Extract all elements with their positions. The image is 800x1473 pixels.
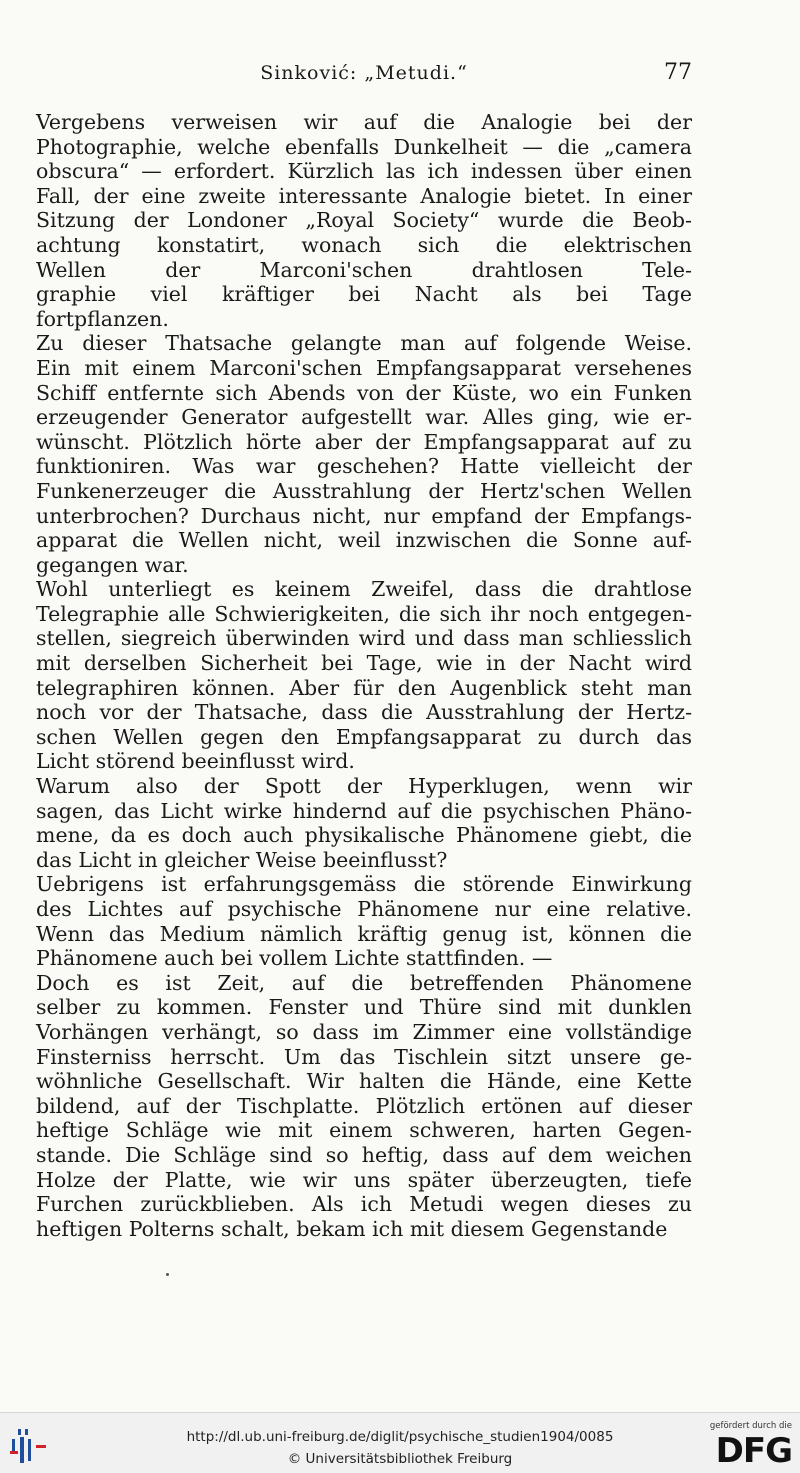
text-line: stellen, siegreich überwinden wird und dass man schliesslich (36, 626, 692, 651)
text-line: Licht störend beeinflusst wird. (36, 749, 355, 774)
text-line: gegangen war. (36, 552, 189, 577)
dfg-tagline: gefördert durch die (709, 1421, 792, 1431)
text-line: Wenn das Medium nämlich kräftig genug ist, können die (36, 921, 692, 946)
text-line: achtung konstatirt, wonach sich die elektrischen (36, 232, 692, 257)
text-line: telegraphiren können. Aber für den Augenblick steht man (36, 675, 692, 700)
text-line: fortpflanzen. (36, 306, 169, 331)
text-line: Uebrigens ist erfahrungsgemäss die störende Einwirkung (36, 872, 692, 897)
text-line: obscura“ — erfordert. Kürzlich las ich indessen über einen (36, 159, 692, 184)
body-text (36, 110, 692, 1241)
text-line: Vorhängen verhängt, so dass im Zimmer eine vollständige (36, 1019, 692, 1044)
text-line: Schiff entfernte sich Abends von der Küste, wo ein Funken (36, 380, 692, 405)
text-line: Wellen der Marconi'schen drahtlosen Tele- (36, 257, 692, 282)
page-url[interactable]: http://dl.ub.uni-freiburg.de/diglit/psychische_studien1904/0085 (186, 1429, 614, 1445)
text-line: noch vor der Thatsache, dass die Ausstrahlung der Hertz- (36, 700, 692, 725)
text-line: Zu dieser Thatsache gelangte man auf folgende Weise. (36, 331, 692, 356)
text-line: des Lichtes auf psychische Phänomene nur eine relative. (36, 897, 692, 921)
text-line: graphie viel kräftiger bei Nacht als bei Tage (36, 282, 692, 307)
text-line: Warum also der Spott der Hyperklugen, wenn wir (36, 774, 692, 799)
text-line: Phänomene auch bei vollem Lichte stattfinden. — (36, 946, 553, 971)
text-line: Telegraphie alle Schwierigkeiten, die sich ihr noch entgegen- (36, 601, 692, 626)
text-line: selber zu kommen. Fenster und Thüre sind mit dunklen (36, 995, 692, 1020)
copyright-notice: © Universitätsbibliothek Freiburg (287, 1451, 513, 1467)
text-line: Vergebens verweisen wir auf die Analogie bei der (36, 110, 692, 134)
text-line: Furchen zurückblieben. Als ich Metudi wegen dieses zu (36, 1192, 692, 1217)
text-line: apparat die Wellen nicht, weil inzwischen die Sonne auf- (36, 528, 692, 553)
text-line: Funkenerzeuger die Ausstrahlung der Hertz'schen Wellen (36, 478, 692, 503)
text-line: sagen, das Licht wirke hindernd auf die psychischen Phäno- (36, 798, 692, 823)
text-line: bildend, auf der Tischplatte. Plötzlich ertönen auf dieser (36, 1093, 692, 1118)
text-line: funktioniren. Was war geschehen? Hatte vielleicht der (36, 454, 692, 479)
text-line: Finsterniss herrscht. Um das Tischlein sitzt unsere ge- (36, 1044, 692, 1069)
page-header (36, 58, 692, 92)
text-line: Ein mit einem Marconi'schen Empfangsapparat versehenes (36, 355, 692, 380)
text-line: unterbrochen? Durchaus nicht, nur empfand der Empfangs- (36, 503, 692, 528)
text-line: Photographie, welche ebenfalls Dunkelheit — die „camera (36, 134, 692, 159)
text-line: mit derselben Sicherheit bei Tage, wie in der Nacht wird (36, 651, 692, 676)
dfg-logo-icon (706, 1421, 792, 1469)
text-line: Wohl unterliegt es keinem Zweifel, dass die drahtlose (36, 577, 692, 602)
text-line: Holze der Platte, wie wir uns später überzeugten, tiefe (36, 1167, 692, 1192)
text-line: das Licht in gleicher Weise beeinflusst? (36, 847, 448, 872)
text-line: wöhnliche Gesellschaft. Wir halten die Hände, eine Kette (36, 1069, 692, 1094)
text-line: stande. Die Schläge sind so heftig, dass auf dem weichen (36, 1142, 692, 1167)
text-line: heftige Schläge wie mit einem schweren, harten Gegen- (36, 1118, 692, 1143)
text-line: erzeugender Generator aufgestellt war. Alles ging, wie er- (36, 405, 692, 430)
text-line: wünscht. Plötzlich hörte aber der Empfangsapparat auf zu (36, 429, 692, 454)
running-title: Sinković: „Metudi.“ (260, 62, 468, 84)
page-number: 77 (664, 60, 692, 85)
text-line: schen Wellen gegen den Empfangsapparat zu durch das (36, 724, 692, 749)
text-line: Fall, der eine zweite interessante Analogie bietet. In einer (36, 183, 692, 208)
text-line: heftigen Polterns schalt, bekam ich mit diesem Gegenstande (36, 1216, 668, 1241)
text-line: Doch es ist Zeit, auf die betreffenden Phänomene (36, 970, 692, 995)
viewer-footer (0, 1412, 800, 1473)
text-line: Sitzung der Londoner „Royal Society“ wurde die Beob- (36, 208, 692, 233)
text-line: mene, da es doch auch physikalische Phänomene giebt, die (36, 823, 692, 848)
dfg-mark: DFG (715, 1431, 792, 1471)
ink-speck (166, 1273, 169, 1276)
